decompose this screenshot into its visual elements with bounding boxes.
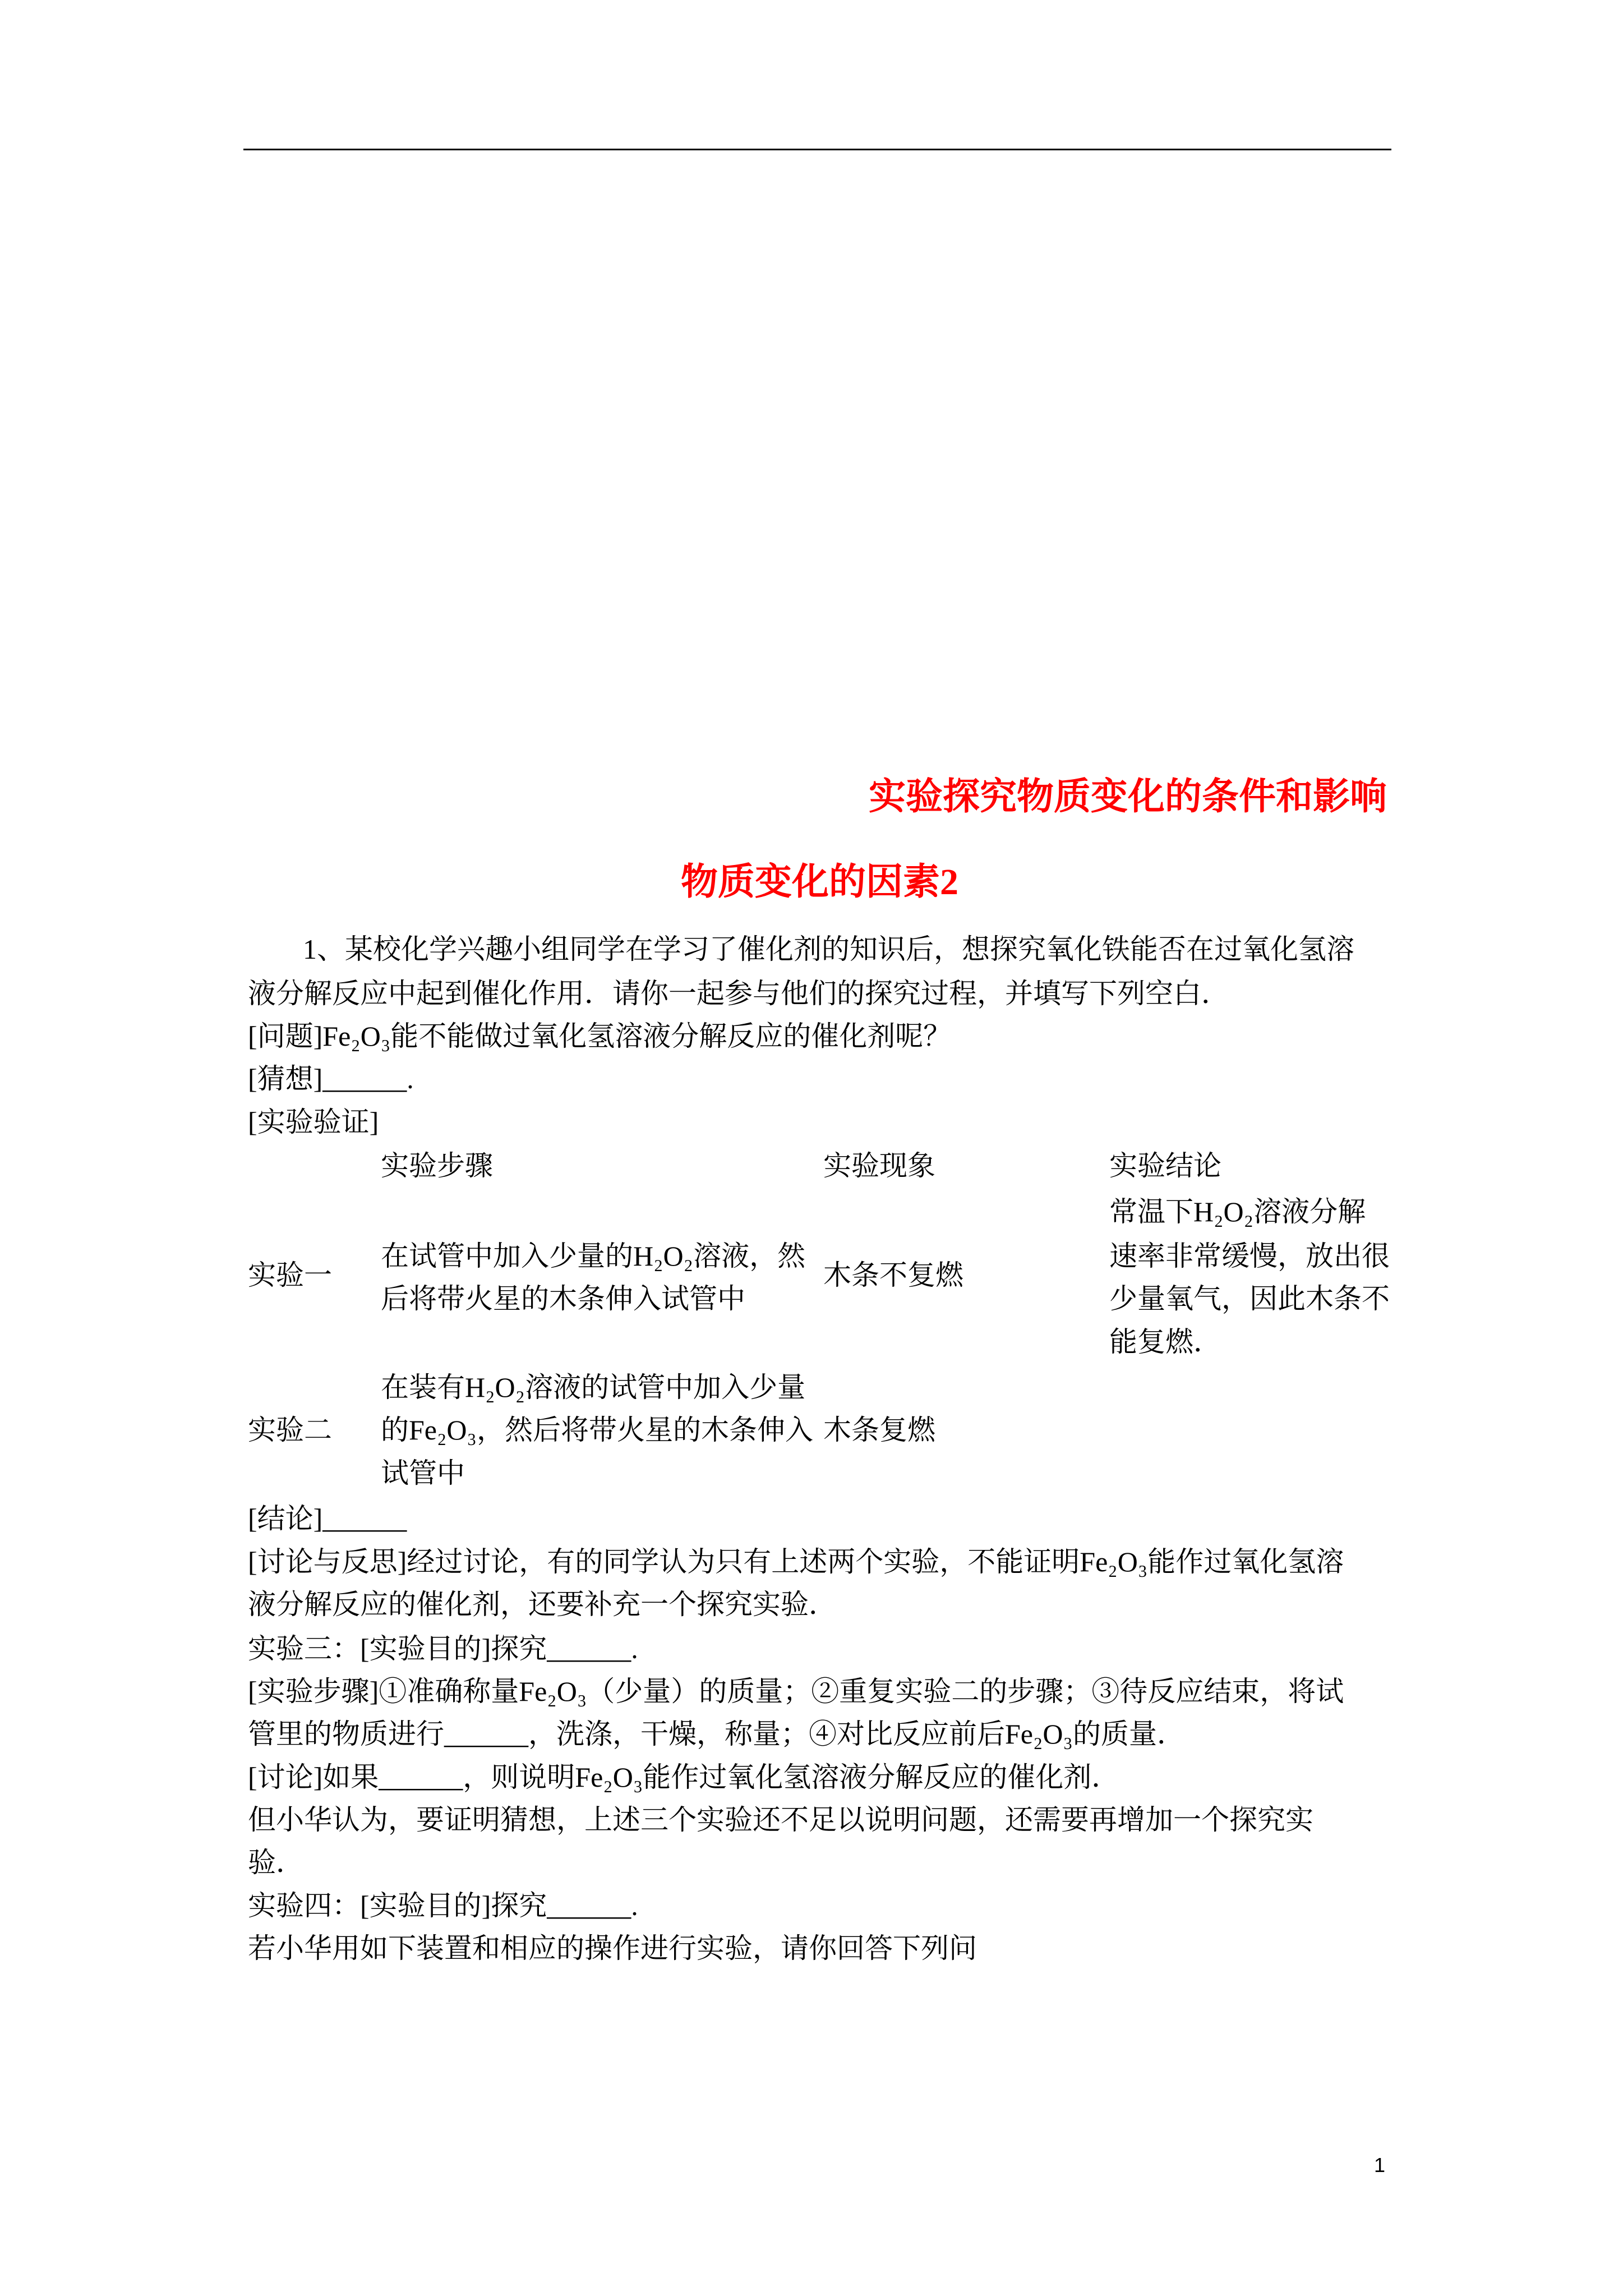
table-header-conclusion: 实验结论 [1109,1150,1221,1181]
table-header-steps: 实验步骤 [381,1150,493,1181]
experiment3-discussion: [讨论]如果______，则说明Fe₂O₃能作过氧化氢溶液分解反应的催化剂． [248,1761,1120,1793]
table-header-phenomenon: 实验现象 [823,1150,935,1181]
experiment4-purpose: 实验四：[实验目的]探究______. [248,1890,638,1921]
step-line: 的Fe₂O₃，然后将带火星的木条伸入 [381,1414,813,1446]
step-line: 在试管中加入少量的H₂O₂溶液，然 [381,1240,806,1272]
title-line-2: 物质变化的因素2 [681,862,958,903]
conclusion-line: 常温下H₂O₂溶液分解 [1109,1196,1366,1227]
intro-line: 1、某校化学兴趣小组同学在学习了催化剂的知识后，想探究氧化铁能否在过氧化氢溶 [303,933,1354,965]
hypothesis-line: [猜想]______. [248,1063,414,1094]
phenomenon-cell: 木条不复燃 [823,1259,963,1291]
row-label: 实验二 [248,1414,332,1446]
conclusion-line: 速率非常缓慢，放出很 [1109,1240,1390,1272]
step-line: 在装有H₂O₂溶液的试管中加入少量 [381,1372,806,1403]
experiment3-steps-line: [实验步骤]①准确称量Fe₂O₃（少量）的质量；②重复实验二的步骤；③待反应结束，将试 [248,1676,1344,1707]
conclusion-line: 少量氧气，因此木条不 [1109,1283,1390,1314]
xiaohua-line: 验． [248,1847,304,1878]
discussion-line: 液分解反应的催化剂，还要补充一个探究实验． [248,1589,837,1620]
intro-line: 液分解反应中起到催化作用．请你一起参与他们的探究过程，并填写下列空白． [248,978,1229,1009]
header-rule [243,149,1391,150]
experiment4-instruction: 若小华用如下装置和相应的操作进行实验，请你回答下列问 [248,1932,977,1964]
page-number: 1 [1374,2154,1386,2177]
phenomenon-cell: 木条复燃 [823,1414,935,1446]
row-label: 实验一 [248,1259,332,1291]
title-line-1: 实验探究物质变化的条件和影响 [869,776,1387,817]
step-line: 后将带火星的木条伸入试管中 [381,1283,745,1314]
question-line: [问题]Fe₂O₃能不能做过氧化氢溶液分解反应的催化剂呢？ [248,1020,952,1052]
discussion-line: [讨论与反思]经过讨论，有的同学认为只有上述两个实验，不能证明Fe₂O₃能作过氧化氢溶 [248,1546,1344,1577]
verification-heading: [实验验证] [248,1106,379,1138]
conclusion-prompt: [结论]______ [248,1503,407,1534]
step-line: 试管中 [381,1457,465,1489]
xiaohua-line: 但小华认为，要证明猜想，上述三个实验还不足以说明问题，还需要再增加一个探究实 [248,1804,1313,1835]
experiment3-purpose: 实验三：[实验目的]探究______. [248,1633,638,1664]
experiment3-steps-line: 管里的物质进行______，洗涤，干燥，称量；④对比反应前后Fe₂O₃的质量． [248,1718,1185,1750]
conclusion-line: 能复燃． [1109,1326,1221,1358]
